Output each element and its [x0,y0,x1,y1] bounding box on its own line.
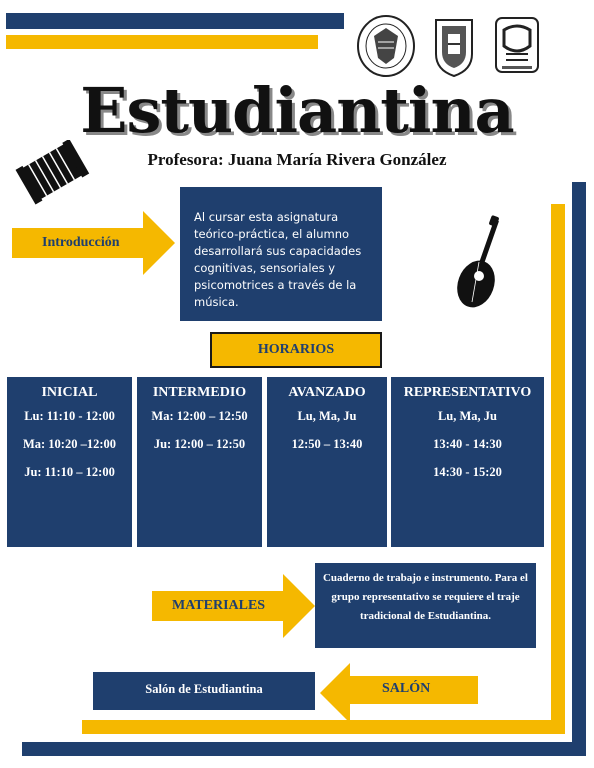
schedule-line: 13:40 - 14:30 [433,437,502,451]
schedule-column-representativo [391,377,544,547]
column-heading: REPRESENTATIVO [403,385,532,400]
accordion-icon [14,140,90,206]
schedule-line: Lu: 11:10 - 12:00 [24,409,115,423]
salon-label: SALÓN [382,681,431,696]
schedule-line: 12:50 – 13:40 [291,437,363,451]
intro-arrow-head [143,211,175,275]
unam-seal-icon [356,14,416,80]
schedule-title: HORARIOS [210,332,382,368]
schedule-column-intermedio [137,377,262,547]
column-heading: AVANZADO [288,385,366,400]
right-gold-bar [551,204,565,734]
column-heading: INTERMEDIO [152,385,247,400]
materials-label: MATERIALES [172,598,266,613]
salon-arrow-head [320,663,350,723]
schedule-line: Ma: 10:20 –12:00 [22,437,117,451]
schedule-line: 14:30 - 15:20 [433,465,502,479]
top-gold-bar [6,35,318,49]
schedule-line: Ju: 11:10 – 12:00 [24,465,115,479]
professor-name: Profesora: Juana María Rivera González [147,150,447,169]
fes-crest-icon [428,14,480,80]
schedule-column-avanzado [267,377,387,547]
column-heading: INICIAL [41,385,98,400]
top-navy-bar [6,13,344,29]
intro-text-box: Al cursar esta asignatura teórico-práctica, el alumno desarrollará sus capacidades cognitivas, sensoriales y psicomotrices a través de la música. [180,187,382,321]
page-title: Estudiantina [80,74,514,147]
salon-text-box: Salón de Estudiantina [93,672,315,710]
intro-label: Introducción [42,235,120,250]
materials-arrow-head [283,574,315,638]
materials-text-box: Cuaderno de trabajo e instrumento. Para el grupo representativo se requiere el traje tradicional de Estudiantina. [315,563,536,648]
schedule-line: Lu, Ma, Ju [437,409,498,423]
mandolin-icon [452,214,504,312]
cch-logo-icon [494,16,540,76]
bottom-navy-bar [22,742,586,756]
schedule-line: Ju: 12:00 – 12:50 [153,437,246,451]
schedule-line: Ma: 12:00 – 12:50 [151,409,248,423]
right-navy-bar [572,182,586,756]
schedule-column-inicial [7,377,132,547]
schedule-line: Lu, Ma, Ju [297,409,357,423]
